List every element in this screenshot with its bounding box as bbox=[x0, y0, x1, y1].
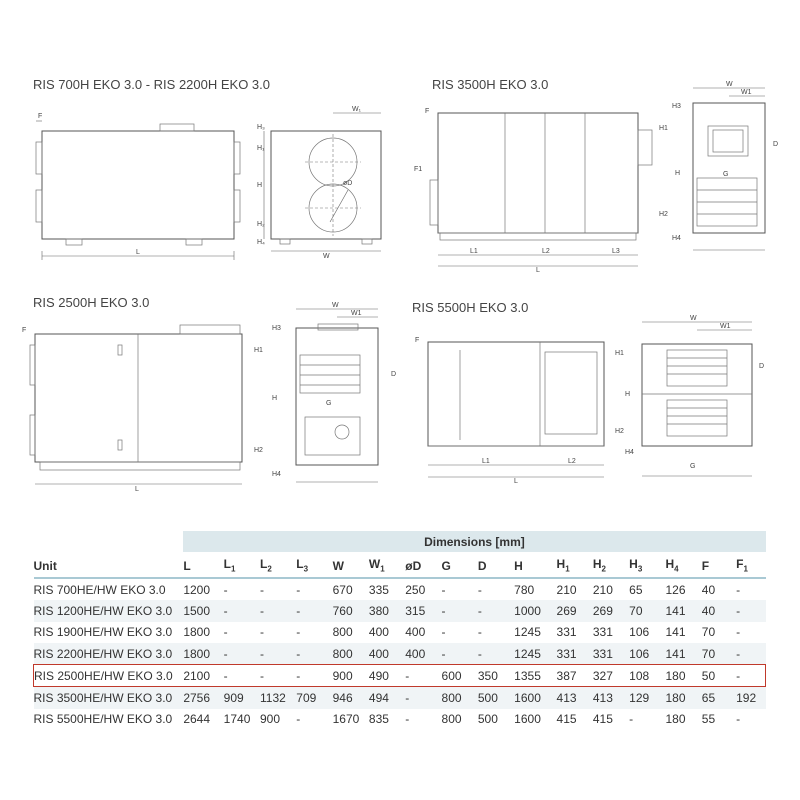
value-cell-h2: 415 bbox=[593, 709, 629, 730]
svg-text:H₂: H₂ bbox=[257, 221, 265, 228]
value-cell-h4: 141 bbox=[665, 600, 701, 621]
svg-text:H4: H4 bbox=[272, 471, 281, 478]
table-row bbox=[34, 687, 766, 709]
svg-text:L3: L3 bbox=[612, 248, 620, 255]
table-row bbox=[34, 709, 766, 730]
value-cell-h1: 331 bbox=[557, 643, 593, 665]
svg-text:F1: F1 bbox=[414, 166, 423, 173]
column-header-h2 bbox=[593, 552, 629, 578]
value-cell-l2: - bbox=[260, 665, 296, 687]
svg-text:D: D bbox=[759, 363, 765, 370]
value-cell-l: 2756 bbox=[183, 687, 223, 709]
value-cell-h3: 108 bbox=[629, 665, 665, 687]
value-cell-ød: 400 bbox=[405, 643, 441, 665]
value-cell-l1: - bbox=[224, 643, 260, 665]
dimensions-table bbox=[33, 531, 766, 730]
value-cell-h: 1245 bbox=[514, 643, 556, 665]
svg-text:L2: L2 bbox=[568, 458, 576, 465]
value-cell-l3: - bbox=[296, 622, 332, 643]
value-cell-l: 2100 bbox=[183, 665, 223, 687]
svg-text:L: L bbox=[135, 486, 139, 493]
table-column-header-row bbox=[34, 552, 766, 578]
unit-cell: RIS 5500HE/HW EKO 3.0 bbox=[34, 709, 184, 730]
value-cell-f: 40 bbox=[702, 600, 736, 621]
column-header-l2 bbox=[260, 552, 296, 578]
column-header-h bbox=[514, 552, 556, 578]
value-cell-h1: 387 bbox=[557, 665, 593, 687]
svg-text:H1: H1 bbox=[615, 350, 624, 357]
value-cell-l: 2644 bbox=[183, 709, 223, 730]
svg-text:H₄: H₄ bbox=[257, 239, 265, 246]
value-cell-h3: 106 bbox=[629, 622, 665, 643]
value-cell-w1: 400 bbox=[369, 622, 405, 643]
value-cell-ød: 315 bbox=[405, 600, 441, 621]
value-cell-h2: 327 bbox=[593, 665, 629, 687]
value-cell-w: 800 bbox=[333, 622, 369, 643]
table-row bbox=[34, 665, 766, 687]
column-header-subscript: 2 bbox=[267, 564, 272, 574]
column-header-label: F bbox=[736, 557, 744, 572]
value-cell-l: 1800 bbox=[183, 622, 223, 643]
column-header-label: L bbox=[296, 557, 304, 572]
column-header-h1 bbox=[557, 552, 593, 578]
column-header-subscript: 1 bbox=[231, 564, 236, 574]
value-cell-w1: 490 bbox=[369, 665, 405, 687]
value-cell-h4: 126 bbox=[665, 578, 701, 600]
value-cell-h2: 413 bbox=[593, 687, 629, 709]
value-cell-w: 1670 bbox=[333, 709, 369, 730]
svg-text:W1: W1 bbox=[741, 89, 752, 96]
svg-text:L2: L2 bbox=[542, 248, 550, 255]
value-cell-h3: 70 bbox=[629, 600, 665, 621]
value-cell-l2: - bbox=[260, 600, 296, 621]
svg-text:W1: W1 bbox=[351, 310, 362, 317]
svg-text:D: D bbox=[391, 371, 397, 378]
drawing-5500-front bbox=[615, 315, 764, 476]
value-cell-d: 500 bbox=[478, 687, 514, 709]
column-header-g bbox=[442, 552, 478, 578]
value-cell-h4: 141 bbox=[665, 622, 701, 643]
svg-text:H: H bbox=[625, 391, 631, 398]
table-group-header-row bbox=[34, 531, 766, 552]
drawing-2500-front bbox=[254, 302, 396, 482]
value-cell-ød: - bbox=[405, 709, 441, 730]
drawing-700-2200-front bbox=[257, 106, 381, 260]
value-cell-l1: - bbox=[224, 578, 260, 600]
value-cell-w1: 835 bbox=[369, 709, 405, 730]
svg-text:G: G bbox=[723, 171, 729, 178]
value-cell-h1: 331 bbox=[557, 622, 593, 643]
svg-text:H4: H4 bbox=[625, 449, 634, 456]
unit-cell: RIS 1200HE/HW EKO 3.0 bbox=[34, 600, 184, 621]
value-cell-f: 55 bbox=[702, 709, 736, 730]
value-cell-w1: 400 bbox=[369, 643, 405, 665]
value-cell-l2: 1132 bbox=[260, 687, 296, 709]
value-cell-h1: 413 bbox=[557, 687, 593, 709]
column-header-label: W bbox=[332, 558, 344, 573]
value-cell-l2: - bbox=[260, 622, 296, 643]
value-cell-f1: - bbox=[736, 643, 765, 665]
column-header-label: F bbox=[701, 558, 710, 573]
drawing-3500-front bbox=[659, 81, 778, 250]
value-cell-h4: 180 bbox=[665, 709, 701, 730]
value-cell-h1: 210 bbox=[557, 578, 593, 600]
column-header-subscript: 1 bbox=[380, 564, 385, 574]
table-row bbox=[34, 578, 766, 600]
value-cell-w: 670 bbox=[333, 578, 369, 600]
value-cell-f: 65 bbox=[702, 687, 736, 709]
svg-text:H2: H2 bbox=[254, 447, 263, 454]
value-cell-f: 40 bbox=[702, 578, 736, 600]
value-cell-d: - bbox=[478, 622, 514, 643]
value-cell-h: 1245 bbox=[514, 622, 556, 643]
drawing-title-5500: RIS 5500H EKO 3.0 bbox=[412, 300, 529, 315]
value-cell-l3: 709 bbox=[296, 687, 332, 709]
svg-text:H2: H2 bbox=[659, 211, 668, 218]
column-header-label: H bbox=[556, 557, 566, 572]
svg-text:L: L bbox=[536, 267, 540, 274]
value-cell-d: 500 bbox=[478, 709, 514, 730]
group-header-spacer bbox=[34, 531, 184, 552]
value-cell-h3: 129 bbox=[629, 687, 665, 709]
value-cell-h: 1600 bbox=[514, 687, 556, 709]
column-header-label: L bbox=[183, 558, 191, 573]
value-cell-h1: 269 bbox=[557, 600, 593, 621]
drawing-2500-side bbox=[22, 325, 242, 493]
value-cell-ød: 400 bbox=[405, 622, 441, 643]
value-cell-g: 600 bbox=[442, 665, 478, 687]
value-cell-h: 1355 bbox=[514, 665, 556, 687]
value-cell-l2: 900 bbox=[260, 709, 296, 730]
svg-text:H1: H1 bbox=[254, 347, 263, 354]
value-cell-h3: 106 bbox=[629, 643, 665, 665]
column-header-l1 bbox=[224, 552, 260, 578]
svg-text:L1: L1 bbox=[482, 458, 490, 465]
value-cell-d: 350 bbox=[478, 665, 514, 687]
value-cell-h: 1600 bbox=[514, 709, 556, 730]
value-cell-l1: 1740 bbox=[224, 709, 260, 730]
column-header-label: H bbox=[629, 557, 638, 572]
svg-text:H: H bbox=[257, 182, 263, 189]
value-cell-g: - bbox=[442, 578, 478, 600]
value-cell-h2: 210 bbox=[593, 578, 629, 600]
drawing-title-700-2200: RIS 700H EKO 3.0 - RIS 2200H EKO 3.0 bbox=[33, 77, 271, 92]
svg-text:H₃: H₃ bbox=[257, 124, 265, 131]
column-header-ød bbox=[405, 552, 441, 578]
table-body bbox=[34, 578, 766, 730]
column-header-l bbox=[183, 552, 223, 578]
svg-text:H1: H1 bbox=[659, 125, 668, 132]
value-cell-w: 946 bbox=[333, 687, 369, 709]
column-header-f bbox=[702, 552, 736, 578]
value-cell-l3: - bbox=[296, 709, 332, 730]
value-cell-w1: 335 bbox=[369, 578, 405, 600]
value-cell-w: 900 bbox=[333, 665, 369, 687]
value-cell-l2: - bbox=[260, 643, 296, 665]
value-cell-h4: 180 bbox=[665, 687, 701, 709]
value-cell-h1: 415 bbox=[557, 709, 593, 730]
value-cell-f1: - bbox=[736, 600, 765, 621]
svg-text:L1: L1 bbox=[470, 248, 478, 255]
value-cell-f1: 192 bbox=[736, 687, 765, 709]
value-cell-l: 1800 bbox=[183, 643, 223, 665]
column-header-subscript: 1 bbox=[743, 564, 748, 574]
column-header-subscript: 3 bbox=[303, 564, 309, 574]
unit-cell: RIS 2200HE/HW EKO 3.0 bbox=[34, 643, 184, 665]
value-cell-ød: - bbox=[405, 687, 441, 709]
value-cell-l1: - bbox=[224, 600, 260, 621]
svg-text:F: F bbox=[38, 113, 43, 120]
svg-text:G: G bbox=[326, 400, 332, 407]
table-row bbox=[34, 622, 766, 643]
value-cell-w1: 494 bbox=[369, 687, 405, 709]
value-cell-ød: 250 bbox=[405, 578, 441, 600]
value-cell-h2: 331 bbox=[593, 643, 629, 665]
value-cell-h3: 65 bbox=[629, 578, 665, 600]
column-header-h3 bbox=[629, 552, 665, 578]
column-header-label: L bbox=[259, 557, 268, 572]
value-cell-l: 1500 bbox=[183, 600, 223, 621]
value-cell-l3: - bbox=[296, 643, 332, 665]
value-cell-f1: - bbox=[736, 622, 765, 643]
column-header-label: H bbox=[514, 558, 523, 573]
svg-text:W: W bbox=[323, 253, 330, 260]
column-header-label: W bbox=[368, 557, 381, 572]
column-header-h4 bbox=[665, 552, 701, 578]
value-cell-l3: - bbox=[296, 578, 332, 600]
drawing-700-2200-side bbox=[36, 113, 240, 260]
value-cell-d: - bbox=[478, 578, 514, 600]
column-header-d bbox=[478, 552, 514, 578]
svg-text:H4: H4 bbox=[672, 235, 681, 242]
unit-cell: RIS 700HE/HW EKO 3.0 bbox=[34, 578, 184, 600]
column-header-w bbox=[333, 552, 369, 578]
value-cell-f1: - bbox=[736, 665, 765, 687]
column-header-subscript: 3 bbox=[637, 564, 643, 574]
value-cell-d: - bbox=[478, 643, 514, 665]
svg-text:W: W bbox=[690, 315, 697, 322]
column-header-label: øD bbox=[405, 558, 422, 573]
value-cell-l: 1200 bbox=[183, 578, 223, 600]
svg-text:L: L bbox=[136, 249, 140, 256]
unit-column-header: Unit bbox=[34, 552, 184, 578]
column-header-label: D bbox=[477, 558, 487, 573]
value-cell-h: 780 bbox=[514, 578, 556, 600]
svg-text:H3: H3 bbox=[272, 325, 281, 332]
value-cell-w: 800 bbox=[333, 643, 369, 665]
value-cell-h4: 141 bbox=[665, 643, 701, 665]
value-cell-f: 70 bbox=[702, 643, 736, 665]
value-cell-l3: - bbox=[296, 600, 332, 621]
table-row bbox=[34, 643, 766, 665]
table-row bbox=[34, 600, 766, 621]
svg-text:L: L bbox=[514, 478, 518, 485]
svg-text:F: F bbox=[415, 337, 420, 344]
svg-text:F: F bbox=[425, 108, 430, 115]
svg-text:W₁: W₁ bbox=[352, 106, 361, 113]
value-cell-f: 70 bbox=[702, 622, 736, 643]
column-header-label: H bbox=[592, 557, 602, 572]
drawing-5500-side bbox=[415, 337, 604, 485]
column-header-subscript: 2 bbox=[601, 564, 606, 574]
value-cell-l1: 909 bbox=[224, 687, 260, 709]
drawing-title-3500: RIS 3500H EKO 3.0 bbox=[432, 77, 549, 92]
svg-text:H₁: H₁ bbox=[257, 145, 265, 152]
value-cell-g: 800 bbox=[442, 709, 478, 730]
dimensions-group-header: Dimensions [mm] bbox=[183, 531, 765, 552]
value-cell-l3: - bbox=[296, 665, 332, 687]
column-header-label: L bbox=[223, 557, 232, 572]
value-cell-h3: - bbox=[629, 709, 665, 730]
drawing-3500-side bbox=[414, 108, 652, 274]
value-cell-h2: 269 bbox=[593, 600, 629, 621]
svg-text:F: F bbox=[22, 327, 27, 334]
column-header-label: H bbox=[665, 557, 675, 572]
value-cell-w1: 380 bbox=[369, 600, 405, 621]
unit-cell: RIS 1900HE/HW EKO 3.0 bbox=[34, 622, 184, 643]
svg-text:W: W bbox=[332, 302, 339, 309]
value-cell-f1: - bbox=[736, 709, 765, 730]
svg-text:H2: H2 bbox=[615, 428, 624, 435]
column-header-subscript: 1 bbox=[565, 564, 570, 574]
column-header-l3 bbox=[296, 552, 332, 578]
value-cell-l1: - bbox=[224, 665, 260, 687]
svg-text:H3: H3 bbox=[672, 103, 681, 110]
value-cell-h: 1000 bbox=[514, 600, 556, 621]
value-cell-f1: - bbox=[736, 578, 765, 600]
svg-text:G: G bbox=[690, 463, 696, 470]
value-cell-d: - bbox=[478, 600, 514, 621]
value-cell-h4: 180 bbox=[665, 665, 701, 687]
svg-text:W: W bbox=[726, 81, 733, 88]
value-cell-h2: 331 bbox=[593, 622, 629, 643]
value-cell-l2: - bbox=[260, 578, 296, 600]
svg-text:H: H bbox=[675, 170, 681, 177]
unit-cell: RIS 3500HE/HW EKO 3.0 bbox=[34, 687, 184, 709]
column-header-w1 bbox=[369, 552, 405, 578]
drawing-title-2500: RIS 2500H EKO 3.0 bbox=[33, 295, 150, 310]
value-cell-l1: - bbox=[224, 622, 260, 643]
value-cell-ød: - bbox=[405, 665, 441, 687]
svg-text:øD: øD bbox=[343, 180, 353, 187]
value-cell-g: - bbox=[442, 600, 478, 621]
value-cell-g: 800 bbox=[442, 687, 478, 709]
column-header-f1 bbox=[736, 552, 765, 578]
value-cell-g: - bbox=[442, 622, 478, 643]
svg-text:D: D bbox=[773, 141, 779, 148]
column-header-subscript: 4 bbox=[674, 564, 679, 574]
svg-text:W1: W1 bbox=[720, 323, 731, 330]
value-cell-w: 760 bbox=[333, 600, 369, 621]
column-header-label: G bbox=[441, 558, 451, 573]
value-cell-g: - bbox=[442, 643, 478, 665]
value-cell-f: 50 bbox=[702, 665, 736, 687]
unit-cell: RIS 2500HE/HW EKO 3.0 bbox=[34, 665, 184, 687]
svg-text:H: H bbox=[272, 395, 278, 402]
